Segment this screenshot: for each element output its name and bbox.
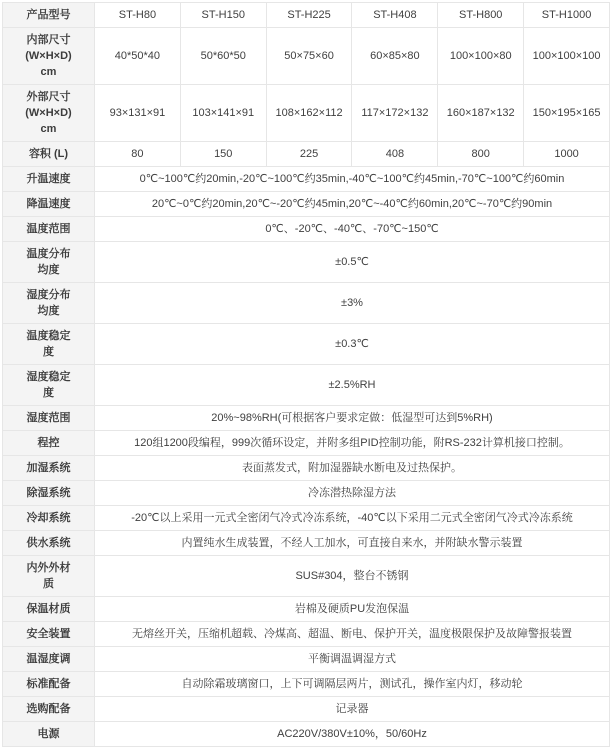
spec-cell: 408 [352, 142, 438, 167]
row-header: 程控 [3, 431, 95, 456]
spec-value: SUS#304，整台不锈钢 [95, 556, 610, 597]
spec-cell: ST-H1000 [524, 3, 610, 28]
row-header: 供水系统 [3, 531, 95, 556]
spec-value: 冷冻潜热除湿方法 [95, 481, 610, 506]
spec-value: ±2.5%RH [95, 365, 610, 406]
row-header: 湿度稳定 度 [3, 365, 95, 406]
row-header: 温湿度调 [3, 647, 95, 672]
row-header: 湿度范围 [3, 406, 95, 431]
row-header: 安全装置 [3, 622, 95, 647]
spec-cell: ST-H800 [438, 3, 524, 28]
spec-cell: 225 [266, 142, 352, 167]
row-header: 升温速度 [3, 167, 95, 192]
row-header: 标准配备 [3, 672, 95, 697]
row-header: 温度范围 [3, 217, 95, 242]
spec-cell: ST-H80 [95, 3, 181, 28]
table-row [3, 481, 610, 506]
row-header: 内外外材 质 [3, 556, 95, 597]
table-row [3, 506, 610, 531]
table-row [3, 3, 610, 28]
spec-value: 20%~98%RH(可根据客户要求定做：低湿型可达到5%RH) [95, 406, 610, 431]
spec-value: 内置纯水生成装置，不经人工加水，可直接自来水，并附缺水警示装置 [95, 531, 610, 556]
spec-cell: ST-H150 [180, 3, 266, 28]
spec-table [2, 2, 610, 747]
row-header: 选购配备 [3, 697, 95, 722]
spec-cell: 80 [95, 142, 181, 167]
table-row [3, 85, 610, 142]
table-row [3, 722, 610, 747]
spec-cell: 150×195×165 [524, 85, 610, 142]
table-row [3, 597, 610, 622]
spec-value: 0℃、-20℃、-40℃、-70℃~150℃ [95, 217, 610, 242]
table-row [3, 283, 610, 324]
spec-value: 无熔丝开关，压缩机超载、冷煤高、超温、断电、保护开关，温度极限保护及故障警报装置 [95, 622, 610, 647]
spec-cell: 100×100×100 [524, 28, 610, 85]
row-header: 温度稳定 度 [3, 324, 95, 365]
table-row [3, 167, 610, 192]
spec-cell: 50*60*50 [180, 28, 266, 85]
table-row [3, 28, 610, 85]
table-row [3, 324, 610, 365]
spec-value: 120组1200段编程，999次循环设定，并附多组PID控制功能，附RS-232计算机接口控制。 [95, 431, 610, 456]
spec-value: ±0.5℃ [95, 242, 610, 283]
spec-value: 20℃~0℃约20min,20℃~-20℃约45min,20℃~-40℃约60min,20℃~-70℃约90min [95, 192, 610, 217]
table-row [3, 456, 610, 481]
spec-value: 岩棉及硬质PU发泡保温 [95, 597, 610, 622]
spec-cell: 108×162×112 [266, 85, 352, 142]
table-row [3, 365, 610, 406]
spec-cell: 800 [438, 142, 524, 167]
spec-value: AC220V/380V±10%，50/60Hz [95, 722, 610, 747]
spec-cell: 1000 [524, 142, 610, 167]
table-row [3, 556, 610, 597]
table-row [3, 192, 610, 217]
table-row [3, 217, 610, 242]
row-header: 电源 [3, 722, 95, 747]
spec-value: 表面蒸发式，附加湿器缺水断电及过热保护。 [95, 456, 610, 481]
table-row [3, 142, 610, 167]
row-header: 除湿系统 [3, 481, 95, 506]
table-row [3, 431, 610, 456]
spec-cell: 117×172×132 [352, 85, 438, 142]
table-row [3, 672, 610, 697]
spec-cell: 60×85×80 [352, 28, 438, 85]
spec-cell: 150 [180, 142, 266, 167]
table-row [3, 242, 610, 283]
spec-value: ±3% [95, 283, 610, 324]
table-row [3, 406, 610, 431]
spec-cell: 160×187×132 [438, 85, 524, 142]
spec-cell: 93×131×91 [95, 85, 181, 142]
row-header: 内部尺寸 (W×H×D) cm [3, 28, 95, 85]
row-header: 保温材质 [3, 597, 95, 622]
spec-value: 自动除霜玻璃窗口，上下可调隔层两片，测试孔，操作室内灯，移动轮 [95, 672, 610, 697]
table-row [3, 647, 610, 672]
spec-cell: 103×141×91 [180, 85, 266, 142]
spec-value: 平衡调温调湿方式 [95, 647, 610, 672]
row-header: 容积 (L) [3, 142, 95, 167]
row-header: 产品型号 [3, 3, 95, 28]
spec-cell: ST-H225 [266, 3, 352, 28]
row-header: 温度分布 均度 [3, 242, 95, 283]
row-header: 湿度分布 均度 [3, 283, 95, 324]
row-header: 外部尺寸 (W×H×D) cm [3, 85, 95, 142]
row-header: 加湿系统 [3, 456, 95, 481]
spec-cell: ST-H408 [352, 3, 438, 28]
spec-value: 0℃~100℃约20min,-20℃~100℃约35min,-40℃~100℃约45min,-70℃~100℃约60min [95, 167, 610, 192]
spec-value: 记录器 [95, 697, 610, 722]
row-header: 降温速度 [3, 192, 95, 217]
row-header: 冷却系统 [3, 506, 95, 531]
spec-cell: 50×75×60 [266, 28, 352, 85]
spec-cell: 100×100×80 [438, 28, 524, 85]
spec-value: -20℃以上采用一元式全密闭气冷式冷冻系统，-40℃以下采用二元式全密闭气冷式冷冻系统 [95, 506, 610, 531]
table-row [3, 622, 610, 647]
spec-table-body [3, 3, 610, 747]
spec-value: ±0.3℃ [95, 324, 610, 365]
table-row [3, 531, 610, 556]
spec-cell: 40*50*40 [95, 28, 181, 85]
table-row [3, 697, 610, 722]
